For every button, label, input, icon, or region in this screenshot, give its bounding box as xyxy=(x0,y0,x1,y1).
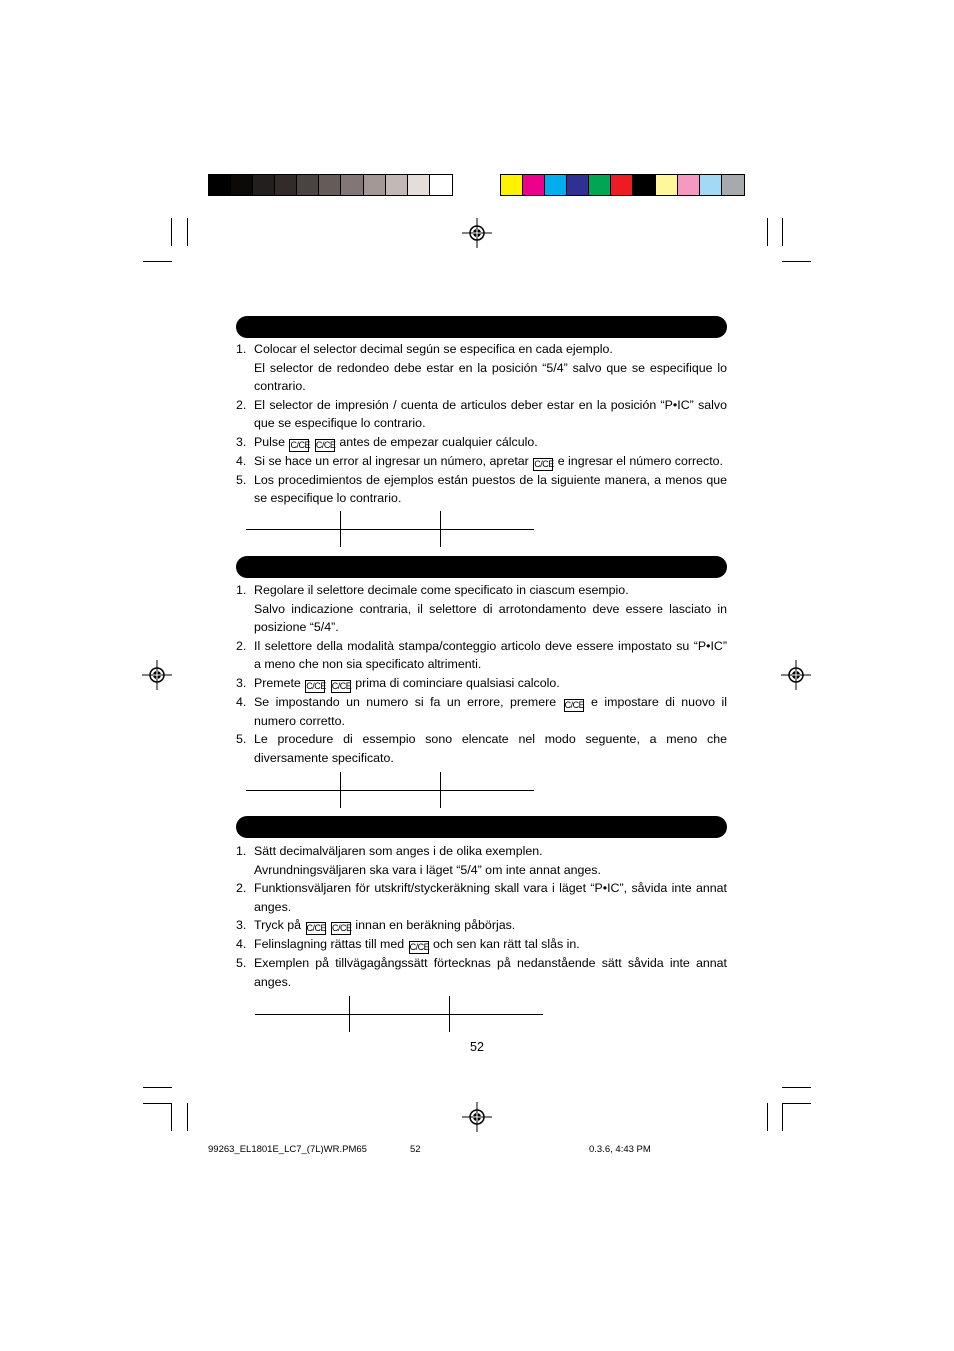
list-item xyxy=(236,471,727,508)
color-swatch xyxy=(209,175,231,195)
text-line: El selector de impresión / cuenta de articulos deber estar en la posición “P•IC” salvo que se especifique lo contrario. xyxy=(254,397,727,430)
crop-mark xyxy=(187,218,188,246)
clear-key-icon: C/CE xyxy=(534,458,554,469)
crop-mark xyxy=(767,218,768,246)
footer-filename: 99263_EL1801E_LC7_(7L)WR.PM65 xyxy=(208,1144,367,1155)
text-segment: antes de empezar cualquier cálculo. xyxy=(339,434,538,449)
item-text xyxy=(254,842,727,879)
text-segment: Premete xyxy=(254,675,301,690)
instructions-spanish xyxy=(236,340,727,508)
text-segment: e impostare di nuovo il numero corretto. xyxy=(254,694,727,728)
text-line: Il selettore della modalità stampa/conteggio articolo deve essere impostato su “P•IC” a meno che non sia specificato altrimenti. xyxy=(254,638,727,671)
item-text xyxy=(254,581,727,637)
example-format-table xyxy=(246,511,534,547)
text-line xyxy=(254,693,727,731)
section-header-bar xyxy=(236,556,727,578)
example-format-table xyxy=(255,996,543,1032)
item-number: 3. xyxy=(236,918,247,932)
text-line: Le procedure di essempio sono elencate nel modo seguente, a meno che diversamente specificato. xyxy=(254,732,727,765)
item-number: 3. xyxy=(236,675,247,690)
item-number: 3. xyxy=(236,434,247,449)
instructions-swedish xyxy=(236,842,727,991)
color-swatch xyxy=(567,175,589,195)
crop-mark xyxy=(782,1087,811,1088)
color-swatch xyxy=(297,175,319,195)
clear-key-icon: C/CE xyxy=(331,680,352,691)
item-text xyxy=(254,954,727,991)
text-line: Exemplen på tillvägagångssätt förtecknas på nedanstående sätt såvida inte annat anges. xyxy=(254,956,727,989)
list-item xyxy=(236,452,727,471)
footer-timestamp: 0.3.6, 4:43 PM xyxy=(589,1144,651,1155)
color-swatch xyxy=(231,175,253,195)
item-text xyxy=(254,879,727,916)
clear-key-icon: C/CE xyxy=(290,439,310,450)
list-item xyxy=(236,935,727,954)
color-swatch xyxy=(430,175,452,195)
item-number: 1. xyxy=(236,342,247,356)
text-segment: e ingresar el número correcto. xyxy=(557,453,724,468)
item-number: 5. xyxy=(236,472,247,487)
text-segment: prima di cominciare qualsiasi calcolo. xyxy=(355,675,560,690)
list-item xyxy=(236,396,727,433)
text-line: Los procedimientos de ejemplos están puestos de la siguiente manera, a menos que se especifique lo contrario. xyxy=(254,472,727,505)
crop-mark xyxy=(143,1087,172,1088)
list-item xyxy=(236,954,727,991)
clear-key-icon: C/CE xyxy=(315,439,336,450)
list-item xyxy=(236,916,727,935)
section-header-bar xyxy=(236,816,727,838)
clear-key-icon: C/CE xyxy=(306,923,327,933)
crop-mark xyxy=(171,218,172,246)
item-number: 2. xyxy=(236,881,247,895)
list-item xyxy=(236,674,727,693)
registration-mark-icon xyxy=(142,660,172,690)
color-swatch xyxy=(408,175,430,195)
crop-mark xyxy=(782,261,811,262)
text-segment: innan en beräkning påbörjas. xyxy=(355,918,516,932)
registration-mark-icon xyxy=(781,660,811,690)
item-number: 2. xyxy=(236,638,247,653)
text-line xyxy=(254,433,727,452)
list-item xyxy=(236,693,727,731)
color-swatch xyxy=(364,175,386,195)
clear-key-icon: C/CE xyxy=(306,680,326,691)
item-text xyxy=(254,674,727,693)
example-format-table xyxy=(246,772,534,808)
text-line xyxy=(254,674,727,693)
item-text xyxy=(254,471,727,508)
color-swatch xyxy=(678,175,700,195)
text-segment: Tryck på xyxy=(254,918,302,932)
color-calibration-bar xyxy=(500,174,745,196)
color-swatch xyxy=(722,175,744,195)
crop-mark xyxy=(767,1103,768,1131)
crop-mark xyxy=(143,261,172,262)
text-line xyxy=(254,452,727,471)
color-swatch xyxy=(656,175,678,195)
item-text xyxy=(254,340,727,396)
text-line xyxy=(254,935,727,954)
item-text xyxy=(254,693,727,731)
text-line: El selector de redondeo debe estar en la posición “5/4” salvo que se especifique lo contrario. xyxy=(254,360,727,393)
section-header-bar xyxy=(236,316,727,338)
crop-mark xyxy=(782,218,783,246)
grayscale-calibration-bar xyxy=(208,174,453,196)
color-swatch xyxy=(319,175,341,195)
color-swatch xyxy=(700,175,722,195)
item-text xyxy=(254,396,727,433)
list-item xyxy=(236,340,727,396)
item-number: 4. xyxy=(236,937,247,951)
crop-mark xyxy=(782,1103,811,1104)
list-item xyxy=(236,433,727,452)
list-item xyxy=(236,842,727,879)
list-item xyxy=(236,581,727,637)
crop-mark xyxy=(143,1103,172,1104)
text-line: Salvo indicazione contraria, il selettore di arrotondamento deve essere lasciato in posizione “5/4”. xyxy=(254,601,727,634)
instructions-italian xyxy=(236,581,727,767)
text-line: Avrundningsväljaren ska vara i läget “5/4” om inte annat anges. xyxy=(254,862,601,877)
text-segment: Se impostando un numero si fa un errore, premere xyxy=(254,694,557,709)
color-swatch xyxy=(589,175,611,195)
text-segment: Pulse xyxy=(254,434,285,449)
registration-mark-icon xyxy=(462,1102,492,1132)
color-swatch xyxy=(275,175,297,195)
text-line: Sätt decimalväljaren som anges i de olika exemplen. xyxy=(254,844,543,858)
text-line: Regolare il selettore decimale come specificato in ciascum esempio. xyxy=(254,583,629,597)
text-segment: Si se hace un error al ingresar un número, apretar xyxy=(254,453,529,468)
item-text xyxy=(254,730,727,767)
text-segment: och sen kan rätt tal slås in. xyxy=(433,937,580,951)
item-number: 1. xyxy=(236,844,247,858)
item-text xyxy=(254,637,727,674)
color-swatch xyxy=(341,175,363,195)
color-swatch xyxy=(545,175,567,195)
text-line: Funktionsväljaren för utskrift/styckeräkning skall vara i läget “P•IC”, såvida inte annat anges. xyxy=(254,881,727,914)
item-text xyxy=(254,452,727,471)
color-swatch xyxy=(501,175,523,195)
clear-key-icon: C/CE xyxy=(564,699,585,710)
crop-mark xyxy=(171,1103,172,1131)
item-number: 4. xyxy=(236,453,247,468)
item-number: 5. xyxy=(236,732,247,746)
item-number: 5. xyxy=(236,956,247,970)
color-swatch xyxy=(523,175,545,195)
item-text xyxy=(254,916,727,935)
page-number: 52 xyxy=(470,1040,484,1054)
footer-page: 52 xyxy=(410,1144,421,1155)
item-text xyxy=(254,433,727,452)
list-item xyxy=(236,637,727,674)
item-number: 2. xyxy=(236,397,247,412)
clear-key-icon: C/CE xyxy=(409,942,430,952)
color-swatch xyxy=(611,175,633,195)
registration-mark-icon xyxy=(462,218,492,248)
clear-key-icon: C/CE xyxy=(331,923,352,933)
color-swatch xyxy=(253,175,275,195)
item-text xyxy=(254,935,727,954)
crop-mark xyxy=(187,1103,188,1131)
text-line xyxy=(254,916,727,935)
list-item xyxy=(236,730,727,767)
color-swatch xyxy=(633,175,655,195)
crop-mark xyxy=(782,1103,783,1131)
color-swatch xyxy=(386,175,408,195)
text-segment: Felinslagning rättas till med xyxy=(254,937,405,951)
text-line: Colocar el selector decimal según se especifica en cada ejemplo. xyxy=(254,342,613,356)
list-item xyxy=(236,879,727,916)
item-number: 4. xyxy=(236,694,247,709)
item-number: 1. xyxy=(236,583,247,597)
